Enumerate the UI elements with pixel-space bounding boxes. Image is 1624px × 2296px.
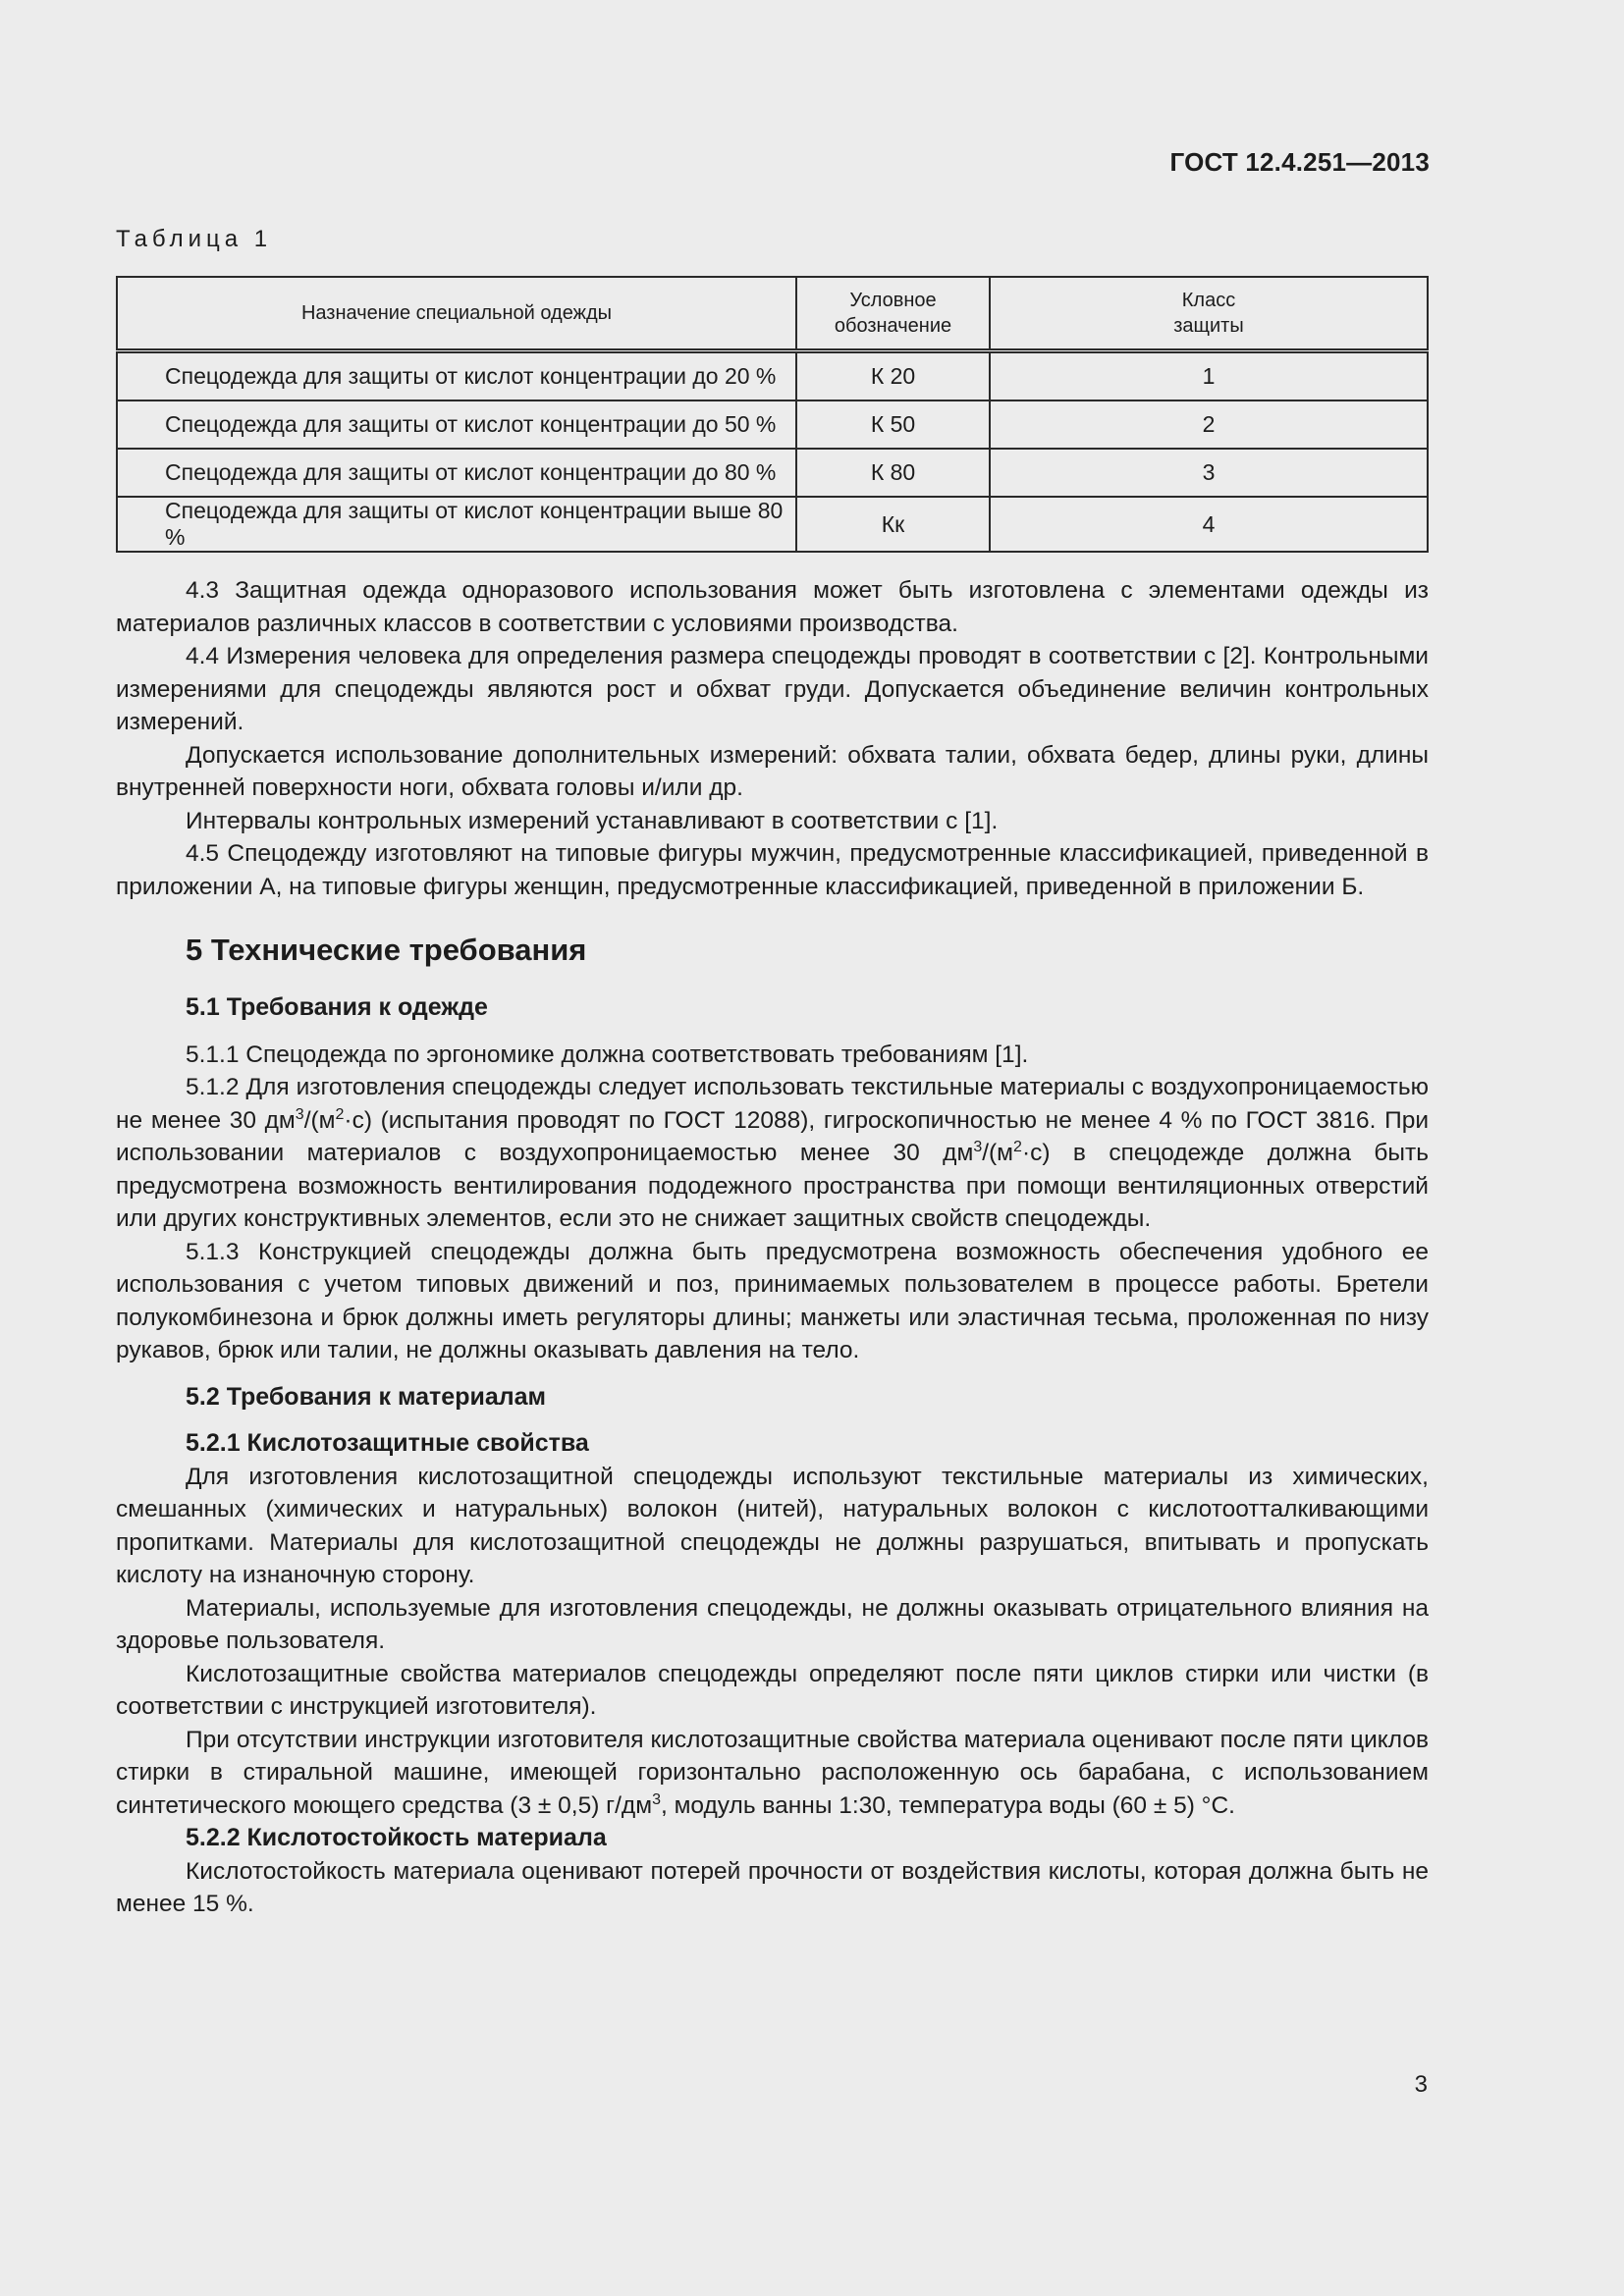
table-row bbox=[117, 497, 1428, 552]
column-header-class-line2: защиты bbox=[1173, 315, 1244, 337]
row-class: 4 bbox=[990, 497, 1428, 552]
section-heading-5: 5 Технические требования bbox=[186, 933, 587, 967]
paragraph-5-2-1-c: Кислотозащитные свойства материалов спецодежды определяют после пяти циклов стирки или чистки (в соответствии с инструкцией изготовителя). bbox=[116, 1660, 1429, 1720]
body-text bbox=[116, 574, 1429, 1921]
column-header-designation bbox=[796, 277, 990, 351]
paragraph-5-2-2: Кислотостойкость материала оценивают потерей прочности от воздействия кислоты, которая должна быть не менее 15 %. bbox=[116, 1857, 1429, 1917]
row-purpose: Спецодежда для защиты от кислот концентрации до 50 % bbox=[117, 400, 796, 449]
table-row bbox=[117, 400, 1428, 449]
paragraph-4-4: 4.4 Измерения человека для определения размера спецодежды проводят в соответствии с [2]. Контрольными измерениями для спецодежды являются рост и обхват груди. Допускается объединение величин контрольных измерений. bbox=[116, 643, 1429, 735]
column-header-class bbox=[990, 277, 1428, 351]
subsection-heading-5-2-2: 5.2.2 Кислотостойкость материала bbox=[186, 1824, 607, 1851]
table-row bbox=[117, 449, 1428, 497]
paragraph-4-4-intervals: Интервалы контрольных измерений устанавливают в соответствии с [1]. bbox=[186, 807, 999, 834]
superscript: 3 bbox=[652, 1790, 661, 1808]
superscript: 3 bbox=[295, 1105, 304, 1123]
page-number: 3 bbox=[1414, 2071, 1428, 2098]
row-class: 3 bbox=[990, 449, 1428, 497]
paragraph-4-3: 4.3 Защитная одежда одноразового использования может быть изготовлена с элементами одежды из материалов различных классов в соответствии с условиями производства. bbox=[116, 577, 1429, 637]
table-row bbox=[117, 351, 1428, 401]
paragraph-5-2-1-d bbox=[116, 1724, 1429, 1823]
paragraph-5-1-1: 5.1.1 Спецодежда по эргономике должна соответствовать требованиям [1]. bbox=[186, 1041, 1029, 1068]
paragraph-4-4-additional: Допускается использование дополнительных измерений: обхвата талии, обхвата бедер, длины руки, длины внутренней поверхности ноги, обхвата головы и/или др. bbox=[116, 741, 1429, 801]
table-caption: Таблица 1 bbox=[116, 226, 273, 252]
text-segment: 5.1.2 Для изготовления спецодежды следует использовать текстильные материалы с воздухопроницаемостью не менее 30 дм bbox=[116, 1074, 1429, 1134]
row-purpose: Спецодежда для защиты от кислот концентрации выше 80 % bbox=[117, 497, 796, 552]
row-class: 1 bbox=[990, 351, 1428, 401]
standard-header: ГОСТ 12.4.251—2013 bbox=[1169, 147, 1430, 177]
table-header-row bbox=[117, 277, 1428, 351]
row-designation: К 80 bbox=[796, 449, 990, 497]
text-segment: ·с) (испытания проводят по ГОСТ 12088), гигроскопичностью не менее 4 % по ГОСТ 3816. При использовании материалов с воздухопроницаемостью менее 30 дм bbox=[116, 1106, 1430, 1166]
text-segment: ·с) в спецодежде должна быть предусмотрена возможность вентилирования пододежного пространства при помощи вентиляционных отверстий или других конструктивных элементов, если это не снижает защитных свойств спецодежды. bbox=[116, 1140, 1429, 1232]
text-segment: При отсутствии инструкции изготовителя кислотозащитные свойства материала оценивают после пяти циклов стирки в стиральной машине, имеющей горизонтально расположенную ось барабана, с использованием синтетического моющего средства (3 ± 0,5) г/дм bbox=[116, 1726, 1429, 1819]
column-header-designation-line2: обозначение bbox=[834, 315, 952, 337]
text-segment: /(м bbox=[982, 1140, 1014, 1166]
column-header-purpose: Назначение специальной одежды bbox=[117, 277, 796, 351]
paragraph-4-5: 4.5 Спецодежду изготовляют на типовые фигуры мужчин, предусмотренные классификацией, приведенной в приложении А, на типовые фигуры женщин, предусмотренные классификацией, приведенной в приложении Б. bbox=[116, 840, 1429, 900]
paragraph-5-1-2 bbox=[116, 1071, 1429, 1236]
paragraph-5-1-3: 5.1.3 Конструкцией спецодежды должна быть предусмотрена возможность обеспечения удобного ее использования с учетом типовых движений и поз, принимаемых пользователем в процессе работы. Бретели полукомбинезона и брюк должны иметь регуляторы длины; манжеты или эластичная тесьма, проложенная по низу рукавов, брюк или талии, не должны оказывать давления на тело. bbox=[116, 1238, 1429, 1363]
row-designation: К 20 bbox=[796, 351, 990, 401]
column-header-class-line1: Класс bbox=[1181, 290, 1236, 311]
subsection-heading-5-1: 5.1 Требования к одежде bbox=[186, 993, 488, 1021]
row-designation: К 50 bbox=[796, 400, 990, 449]
row-purpose: Спецодежда для защиты от кислот концентрации до 80 % bbox=[117, 449, 796, 497]
text-segment: , модуль ванны 1:30, температура воды (60 ± 5) °С. bbox=[660, 1791, 1235, 1819]
superscript: 2 bbox=[1013, 1139, 1022, 1155]
subsection-heading-5-2: 5.2 Требования к материалам bbox=[186, 1382, 547, 1411]
protection-class-table bbox=[116, 276, 1429, 553]
superscript: 3 bbox=[973, 1139, 983, 1155]
row-purpose: Спецодежда для защиты от кислот концентрации до 20 % bbox=[117, 351, 796, 401]
superscript: 2 bbox=[335, 1105, 345, 1123]
row-class: 2 bbox=[990, 400, 1428, 449]
text-segment: /(м bbox=[303, 1106, 336, 1134]
paragraph-5-2-1-b: Материалы, используемые для изготовления спецодежды, не должны оказывать отрицательного влияния на здоровье пользователя. bbox=[116, 1594, 1429, 1654]
paragraph-5-2-1-a: Для изготовления кислотозащитной спецодежды используют текстильные материалы из химических, смешанных (химических и натуральных) волокон (нитей), натуральных волокон с кислотоотталкивающими пропитками. Материалы для кислотозащитной спецодежды не должны разрушаться, впитывать и пропускать кислоту на изнаночную сторону. bbox=[116, 1463, 1429, 1588]
subsection-heading-5-2-1: 5.2.1 Кислотозащитные свойства bbox=[186, 1429, 589, 1457]
row-designation: Кк bbox=[796, 497, 990, 552]
column-header-designation-line1: Условное bbox=[849, 290, 937, 311]
